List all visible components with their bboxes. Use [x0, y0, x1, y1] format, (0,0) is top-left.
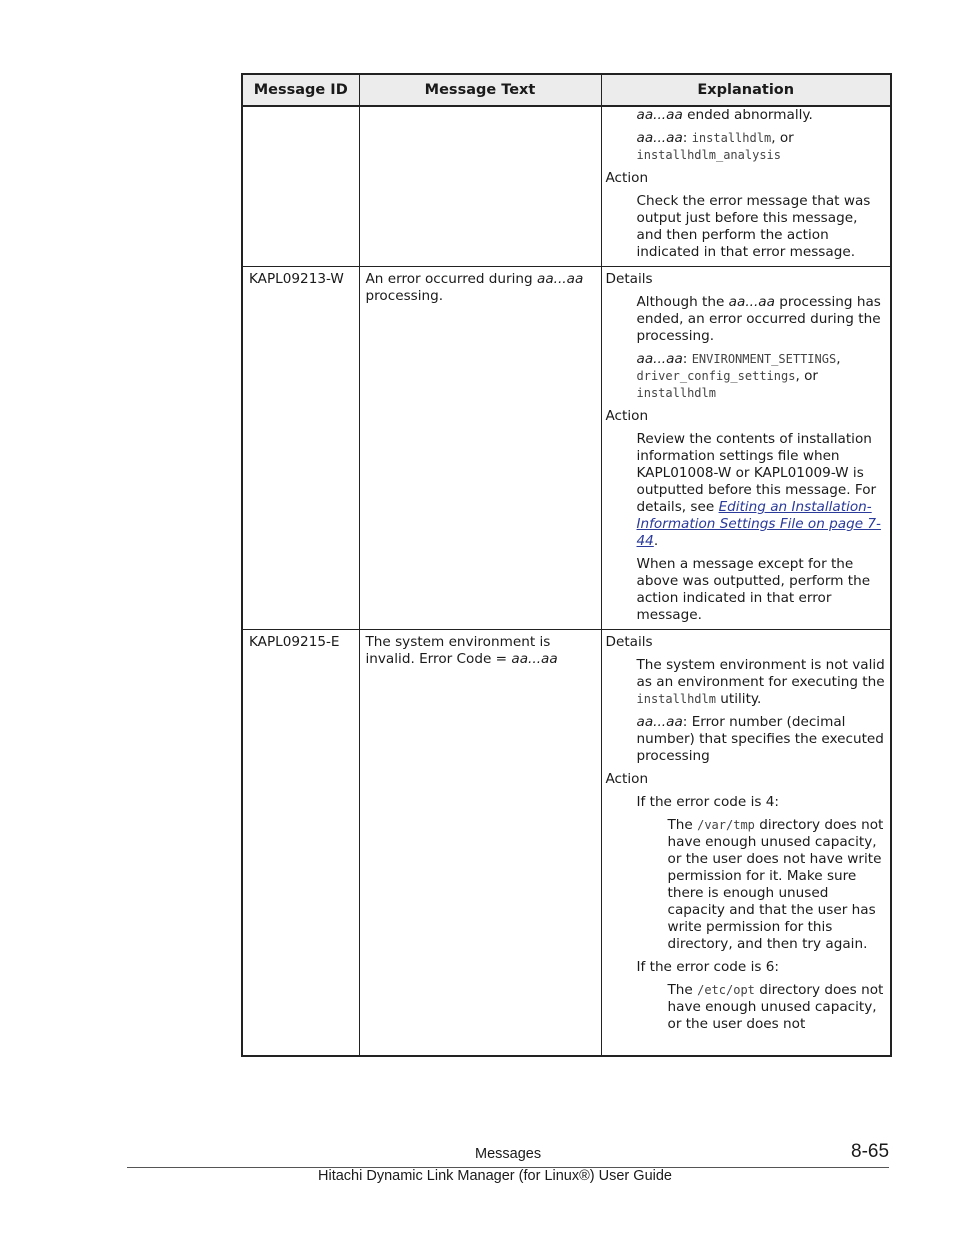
table-header-row	[242, 74, 891, 106]
action-label: Action	[605, 408, 649, 424]
action-label: Action	[605, 170, 649, 186]
error-code-4-paragraph: The /var/tmp directory does not have enough unused capacity, or the user does not have write permission for it. Make sure there is enough unused capacity and that the user has write permission for this directory, and then try again.	[667, 817, 884, 952]
action-paragraph: Review the contents of installation information settings file when KAPL01008-W or KAPL01009-W is outputted before this message. For details, see Editing an Installation-Information Settings File on page 7-44.	[636, 431, 881, 549]
details-paragraph: aa...aa: ENVIRONMENT_SETTINGS, driver_config_settings, or installhdlm	[636, 351, 841, 400]
details-label: Details	[605, 271, 653, 287]
explanation-paragraph: aa...aa ended abnormally.	[636, 107, 813, 123]
error-code-6-paragraph: The /etc/opt directory does not have enough unused capacity, or the user does not	[667, 982, 884, 1032]
details-paragraph: aa...aa: Error number (decimal number) that specifies the executed processing	[636, 714, 884, 764]
footer-guide-title: Hitachi Dynamic Link Manager (for Linux®) User Guide	[318, 1168, 672, 1184]
explanation-paragraph: aa...aa: installhdlm, or installhdlm_analysis	[636, 130, 794, 162]
table-row	[242, 267, 891, 630]
message-text-cell: The system environment is invalid. Error Code = aa...aa	[359, 630, 601, 1056]
message-text-cell	[359, 106, 601, 267]
table-row	[242, 106, 891, 267]
cross-reference-link[interactable]: Editing an Installation-Information Settings File on page 7-44	[636, 499, 881, 549]
action-label: Action	[605, 771, 649, 787]
error-code-4-label: If the error code is 4:	[636, 794, 779, 810]
table-row	[242, 630, 891, 1056]
header-message-text: Message Text	[359, 74, 601, 106]
details-paragraph: The system environment is not valid as an environment for executing the installhdlm utility.	[636, 657, 885, 707]
page-number: 8-65	[851, 1141, 890, 1162]
header-explanation: Explanation	[601, 74, 891, 106]
message-id-cell: KAPL09215-E	[242, 630, 359, 1056]
error-code-6-label: If the error code is 6:	[636, 959, 779, 975]
explanation-cell	[601, 630, 891, 1056]
messages-table	[241, 73, 892, 1057]
action-paragraph: Check the error message that was output just before this message, and then perform the action indicated in that error message.	[636, 193, 871, 260]
message-text-cell: An error occurred during aa...aa processing.	[359, 267, 601, 630]
header-message-id: Message ID	[242, 74, 359, 106]
message-id-cell: KAPL09213-W	[242, 267, 359, 630]
details-paragraph: Although the aa...aa processing has ended, an error occurred during the processing.	[636, 294, 881, 344]
action-paragraph: When a message except for the above was outputted, perform the action indicated in that error message.	[636, 556, 871, 623]
explanation-cell	[601, 106, 891, 267]
explanation-cell	[601, 267, 891, 630]
message-id-cell	[242, 106, 359, 267]
footer-section-title: Messages	[475, 1146, 542, 1162]
details-label: Details	[605, 634, 653, 650]
